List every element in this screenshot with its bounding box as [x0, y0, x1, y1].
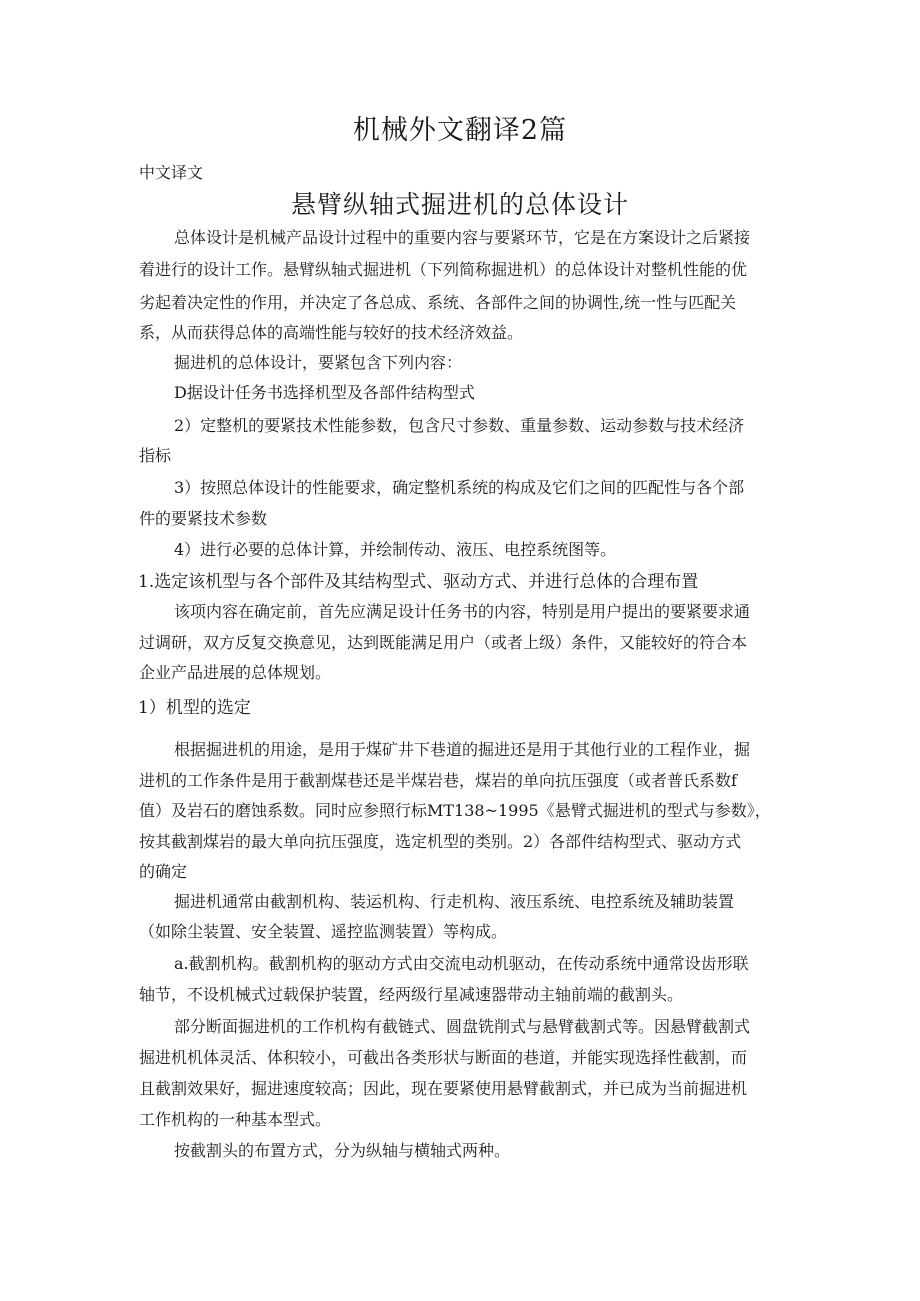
paragraph-line: 过调研，双方反复交换意见，达到既能满足用户（或者上级）条件，又能较好的符合本 [139, 633, 748, 652]
section-label: 中文译文 [139, 163, 204, 182]
article-title: 悬臂纵轴式掘进机的总体设计 [290, 190, 629, 219]
paragraph-line: 掘进机通常由截割机构、装运机构、行走机构、液压系统、电控系统及辅助装置 [174, 892, 735, 911]
list-item: D据设计任务书选择机型及各部件结构型式 [174, 383, 475, 402]
list-item: 3）按照总体设计的性能要求，确定整机系统的构成及它们之间的匹配性与各个部 [174, 478, 745, 497]
paragraph-line: 该项内容在确定前，首先应满足设计任务书的内容，特别是用户提出的要紧要求通 [174, 602, 751, 621]
paragraph-line: 轴节，不设机械式过载保护装置，经两级行星减速器带动主轴前端的截割头。 [139, 985, 684, 1004]
paragraph-line: 总体设计是机械产品设计过程中的重要内容与要紧环节，它是在方案设计之后紧接 [174, 228, 751, 247]
paragraph-line: 掘进机机体灵活、体积较小，可截出各类形状与断面的巷道，并能实现选择性截割，而 [139, 1048, 748, 1067]
paragraph-line: 企业产品进展的总体规划。 [139, 663, 332, 682]
paragraph-line: 掘进机的总体设计，要紧包含下列内容： [174, 353, 463, 372]
paragraph-line: 根据掘进机的用途，是用于煤矿井下巷道的掘进还是用于其他行业的工程作业，掘 [174, 740, 751, 759]
paragraph-line: 劣起着决定性的作用，并决定了各总成、系统、各部件之间的协调性,统一性与匹配关 [139, 293, 737, 312]
paragraph-line: 值）及岩石的磨蚀系数。同时应参照行标MT138~1995《悬臂式掘进机的型式与参数》， [139, 801, 771, 820]
subsection-heading: 1）机型的选定 [138, 698, 251, 718]
paragraph-line: 工作机构的一种基本型式。 [139, 1110, 332, 1129]
paragraph-line: 按截割头的布置方式，分为纵轴与横轴式两种。 [174, 1141, 511, 1160]
document-title: 机械外文翻译2篇 [352, 115, 568, 146]
paragraph-line: 件的要紧技术参数 [139, 509, 268, 528]
paragraph-line: 着进行的设计工作。悬臂纵轴式掘进机（下列简称掘进机）的总体设计对整机性能的优 [139, 260, 748, 279]
list-item: 2）定整机的要紧技术性能参数，包含尺寸参数、重量参数、运动参数与技术经济 [174, 416, 745, 435]
section-heading: 1.选定该机型与各个部件及其结构型式、驱动方式、并进行总体的合理布置 [138, 572, 699, 592]
paragraph-line: 按其截割煤岩的最大单向抗压强度，选定机型的类别。2）各部件结构型式、驱动方式 [139, 832, 742, 851]
paragraph-line: 系，从而获得总体的高端性能与较好的技术经济效益。 [139, 323, 524, 342]
paragraph-line: 指标 [139, 446, 172, 465]
list-item: 4）进行必要的总体计算，并绘制传动、液压、电控系统图等。 [174, 540, 617, 559]
paragraph-line: 的确定 [139, 862, 188, 881]
paragraph-line: 进机的工作条件是用于截割煤巷还是半煤岩巷，煤岩的单向抗压强度（或者普氏系数f [139, 771, 737, 790]
paragraph-line: a.截割机构。截割机构的驱动方式由交流电动机驱动，在传动系统中通常设齿形联 [174, 954, 749, 973]
paragraph-line: 且截割效果好，掘进速度较高；因此，现在要紧使用悬臂截割式，并已成为当前掘进机 [139, 1079, 748, 1098]
paragraph-line: 部分断面掘进机的工作机构有截链式、圆盘铣削式与悬臂截割式等。因悬臂截割式 [174, 1017, 751, 1036]
paragraph-line: （如除尘装置、安全装置、遥控监测装置）等构成。 [139, 922, 508, 941]
